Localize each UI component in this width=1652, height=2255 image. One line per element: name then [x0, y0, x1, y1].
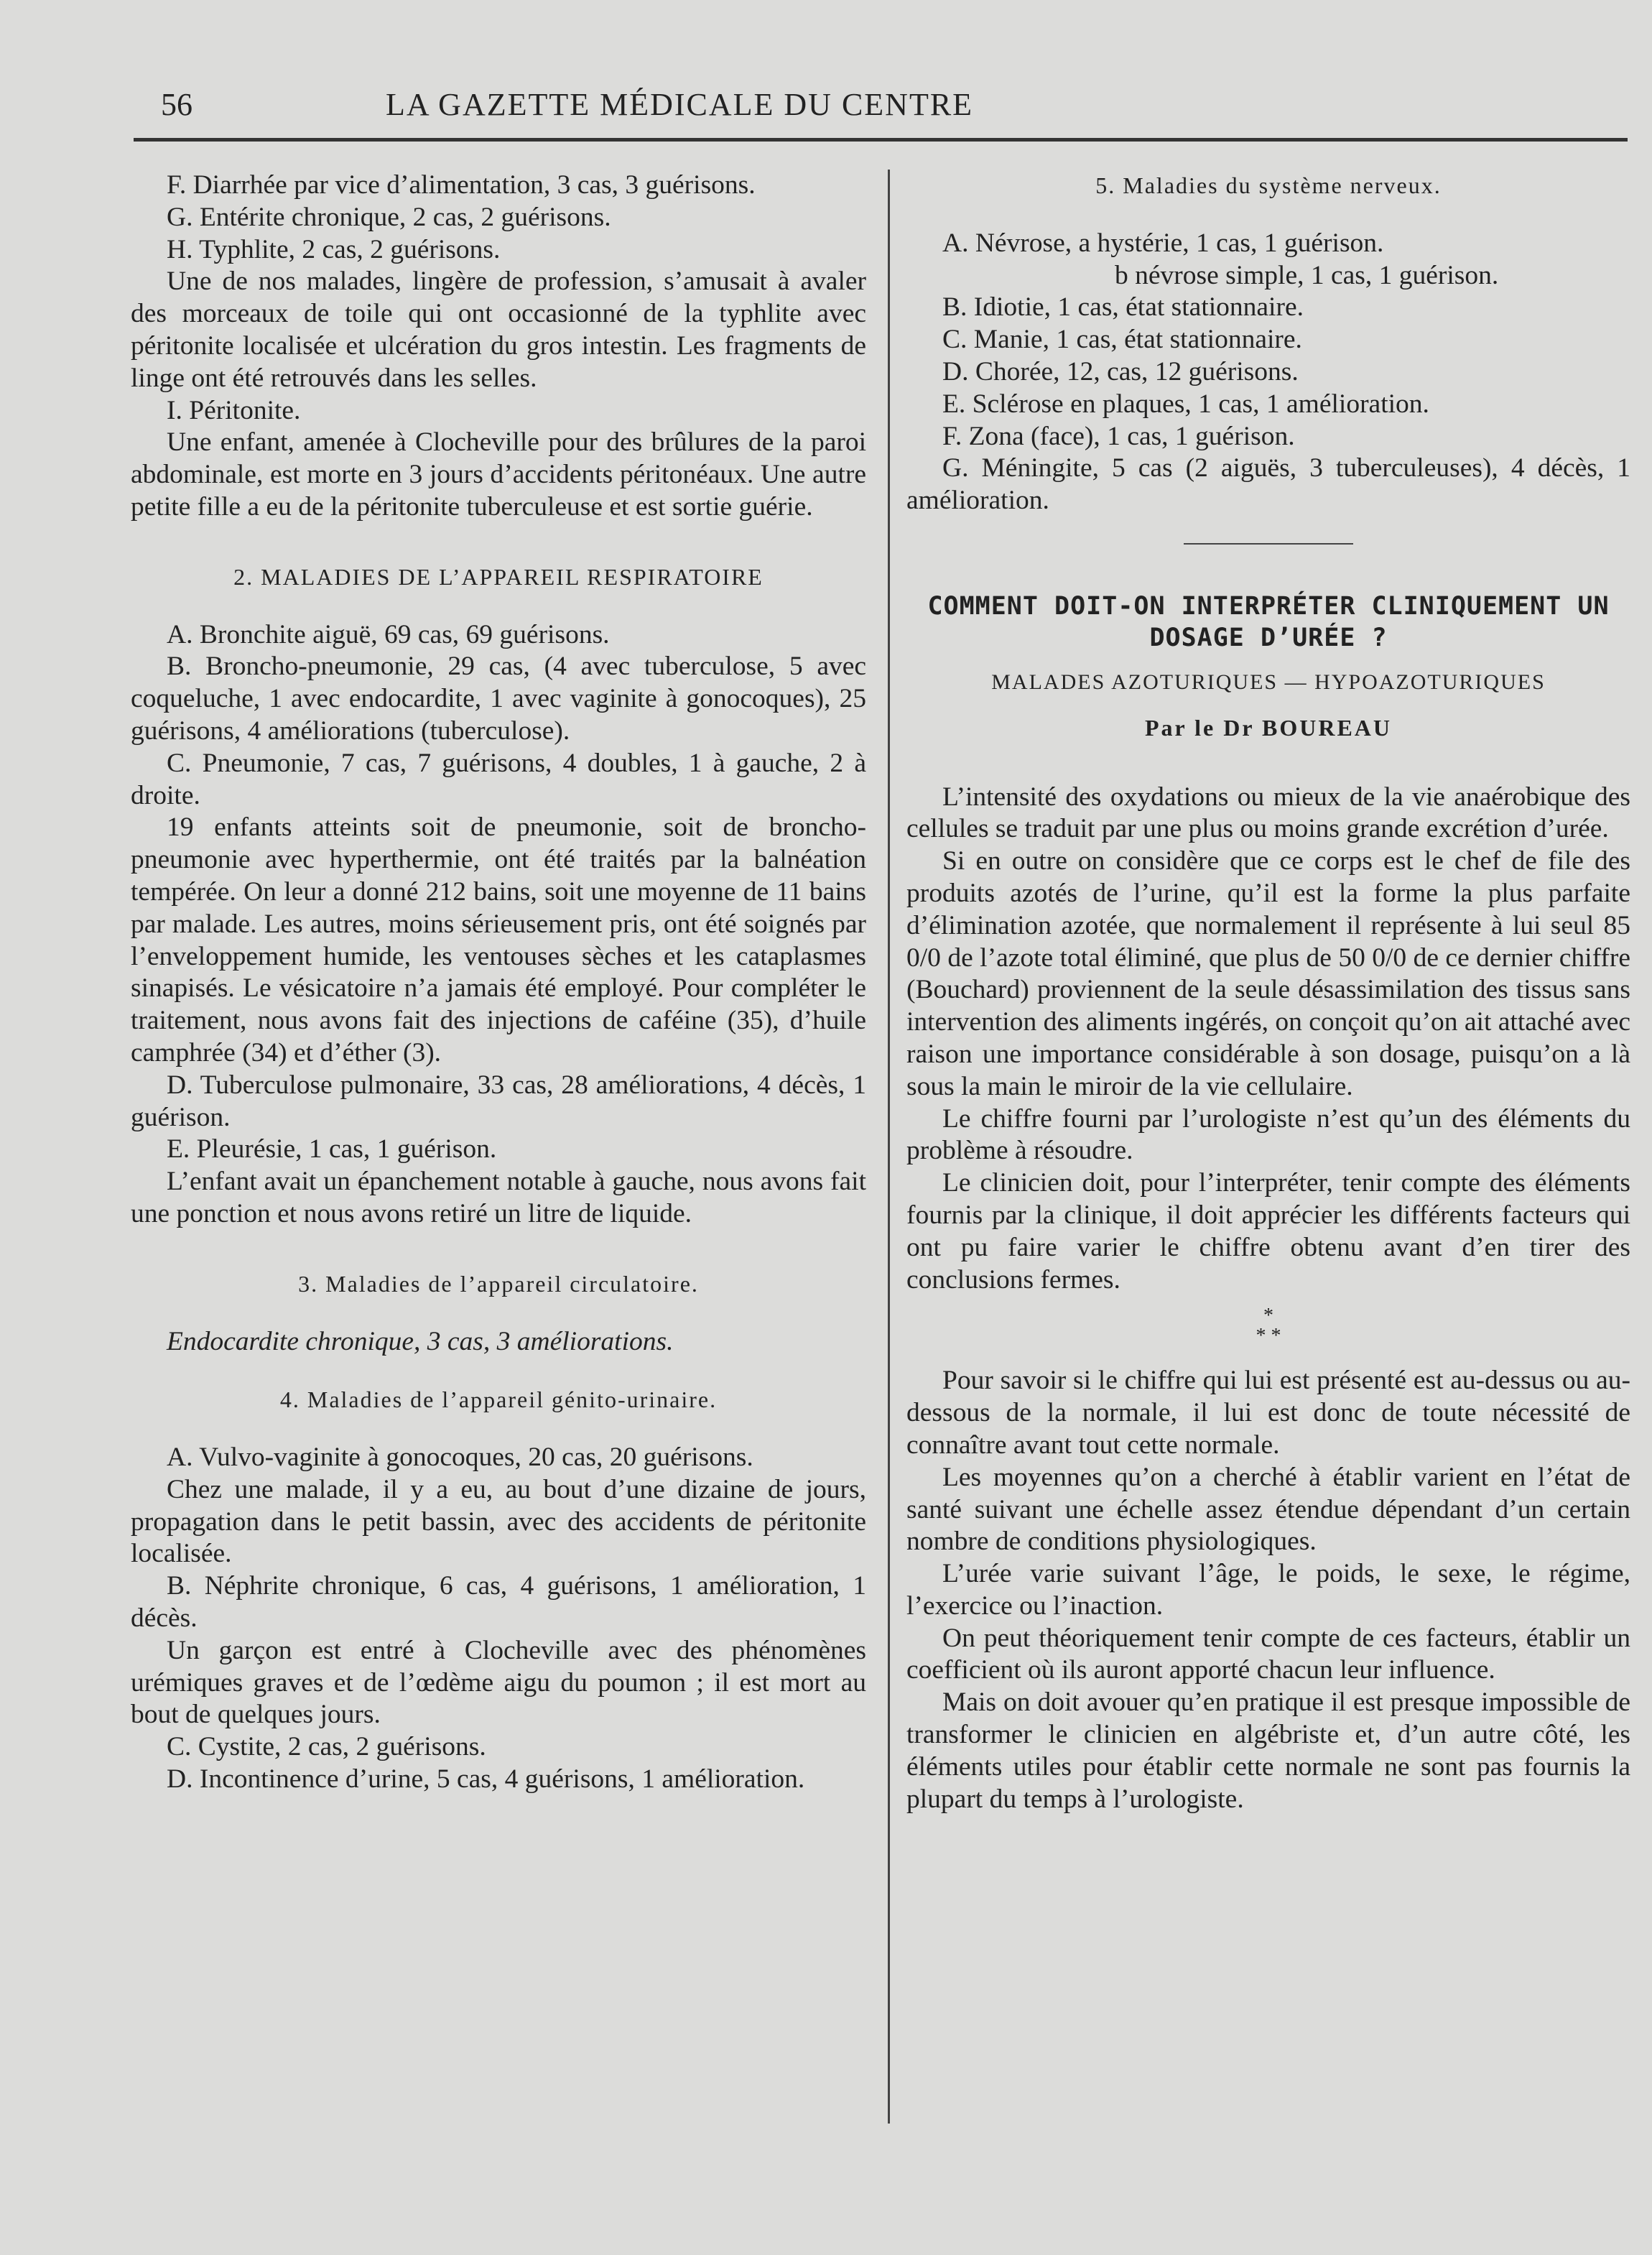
paragraph: Si en outre on considère que ce corps est le chef de file des produits azotés de l’urine, qu’il est la forme la plus parfaite d’élimination azotée, que normalement il représente à lui seul 85 0/0 de l’azote total éliminé, que plus de 50 0/0 de ce dernier chiffre (Bouchard) proviennent de la seule désassimilation des tissus sans intervention des aliments ingérés, on conçoit qu’on ait attaché avec raison une importance considérable à son dosage, puisqu’on a là sous la main le miroir de la vie cellulaire. — [906, 846, 1630, 1101]
paragraph: Les moyennes qu’on a cherché à établir varient en l’état de santé suivant une échelle assez étendue dépendant d’un certain nombre de conditions physiologiques. — [906, 1462, 1630, 1557]
paragraph: D. Incontinence d’urine, 5 cas, 4 guérisons, 1 amélioration. — [167, 1764, 805, 1795]
column-divider — [888, 170, 890, 2124]
paragraph: b névrose simple, 1 cas, 1 guérison. — [1115, 260, 1499, 290]
paragraph: C. Pneumonie, 7 cas, 7 guérisons, 4 doubles, 1 à gauche, 2 à droite. — [131, 748, 866, 810]
paragraph: Pour savoir si le chiffre qui lui est présenté est au-dessus ou au-dessous de la normale, il lui est donc de toute nécessité de connaître avant tout cette normale. — [906, 1366, 1630, 1460]
article-title: COMMENT DOIT-ON INTERPRÉTER CLINIQUEMENT UN DOSAGE D’URÉE ? — [927, 591, 1610, 652]
page-number: 56 — [161, 87, 192, 122]
paragraph: Chez une malade, il y a eu, au bout d’une dizaine de jours, propagation dans le petit bassin, avec des accidents de péritonite localisée. — [131, 1474, 866, 1569]
paragraph: F. Zona (face), 1 cas, 1 guérison. — [942, 421, 1295, 451]
paragraph: Le chiffre fourni par l’urologiste n’est qu’un des éléments du problème à résoudre. — [906, 1103, 1630, 1166]
article-author: Par le Dr BOUREAU — [1144, 714, 1392, 741]
paragraph: C. Cystite, 2 cas, 2 guérisons. — [167, 1732, 486, 1762]
section-heading: 2. MALADIES DE L’APPAREIL RESPIRATOIRE — [233, 563, 764, 590]
paragraph: C. Manie, 1 cas, état stationnaire. — [942, 325, 1302, 355]
paragraph: Le clinicien doit, pour l’interpréter, tenir compte des éléments fournis par la clinique, il doit apprécier les différents facteurs qui ont pu faire varier le chiffre obtenu avant d’en tirer des conclusions fermes. — [906, 1168, 1630, 1295]
paragraph: L’intensité des oxydations ou mieux de la vie anaérobique des cellules se traduit par une plus ou moins grande excrétion d’urée. — [906, 782, 1630, 844]
section-heading: 3. Maladies de l’appareil circulatoire. — [298, 1270, 699, 1297]
paragraph: Un garçon est entré à Clocheville avec des phénomènes urémiques graves et de l’œdème aigu du poumon ; il est mort au bout de quelques jours. — [131, 1635, 866, 1730]
paragraph: L’urée varie suivant l’âge, le poids, le sexe, le régime, l’exercice ou l’inaction. — [906, 1559, 1630, 1621]
article-subtitle: MALADES AZOTURIQUES — HYPOAZOTURIQUES — [991, 670, 1546, 694]
paragraph: Mais on doit avouer qu’en pratique il est presque impossible de transformer le clinicien en algébriste et, d’un autre côté, les éléments utiles pour établir cette normale ne sont pas fournis la plupart du temps à l’urologiste. — [906, 1687, 1630, 1814]
paragraph: 19 enfants atteints soit de pneumonie, soit de broncho-pneumonie avec hyperthermie, ont été traités par la balnéation tempérée. On leur a donné 212 bains, soit une moyenne de 11 bains par malade. Les autres, moins sérieusement pris, ont été soignés par l’enveloppement humide, les ventouses sèches et les cataplasmes sinapisés. Le vésicatoire n’a jamais été employé. Pour compléter le traitement, nous avons fait des injections de caféine (35), d’huile camphrée (34) et d’éther (3). — [131, 812, 866, 1068]
paragraph: G. Entérite chronique, 2 cas, 2 guérisons. — [167, 202, 611, 232]
paragraph: L’enfant avait un épanchement notable à gauche, nous avons fait une ponction et nous avons retiré un litre de liquide. — [131, 1167, 866, 1228]
section-heading: 5. Maladies du système nerveux. — [1095, 172, 1442, 198]
asterism: * * * — [1256, 1305, 1281, 1348]
paragraph: B. Idiotie, 1 cas, état stationnaire. — [942, 292, 1304, 323]
paragraph: H. Typhlite, 2 cas, 2 guérisons. — [167, 234, 501, 264]
journal-title: LA GAZETTE MÉDICALE DU CENTRE — [385, 87, 974, 122]
paragraph: I. Péritonite. — [167, 395, 301, 425]
paragraph: E. Pleurésie, 1 cas, 1 guérison. — [167, 1134, 497, 1164]
paragraph: F. Diarrhée par vice d’alimentation, 3 cas, 3 guérisons. — [167, 170, 756, 200]
paragraph: D. Tuberculose pulmonaire, 33 cas, 28 améliorations, 4 décès, 1 guérison. — [131, 1070, 866, 1132]
paragraph: On peut théoriquement tenir compte de ces facteurs, établir un coefficient où ils auront apporté chacun leur influence. — [906, 1623, 1630, 1685]
paragraph: D. Chorée, 12, cas, 12 guérisons. — [942, 356, 1299, 386]
paragraph: A. Bronchite aiguë, 69 cas, 69 guérisons. — [167, 619, 610, 649]
page-header — [134, 86, 1628, 129]
left-column — [131, 170, 866, 1796]
paragraph: Une enfant, amenée à Clocheville pour des brûlures de la paroi abdominale, est morte en 3 jours d’accidents péritonéaux. Une autre petite fille a eu de la péritonite tuberculeuse et est sortie guérie. — [131, 427, 866, 522]
paragraph: A. Vulvo-vaginite à gonocoques, 20 cas, 20 guérisons. — [167, 1443, 753, 1473]
paragraph: B. Broncho-pneumonie, 29 cas, (4 avec tuberculose, 5 avec coqueluche, 1 avec endocardite, 1 avec vaginite à gonocoques), 25 guérisons, 4 améliorations (tuberculose). — [131, 652, 866, 746]
paragraph: Endocardite chronique, 3 cas, 3 améliorations. — [167, 1326, 674, 1356]
section-heading: 4. Maladies de l’appareil génito-urinaire. — [279, 1386, 718, 1413]
paragraph: Une de nos malades, lingère de profession, s’amusait à avaler des morceaux de toile qui ont occasionné de la typhlite avec péritonite localisée et ulcération du gros intestin. Les fragments de linge ont été retrouvés dans les selles. — [131, 267, 866, 393]
paragraph: A. Névrose, a hystérie, 1 cas, 1 guérison. — [942, 228, 1384, 258]
paragraph: G. Méningite, 5 cas (2 aiguës, 3 tuberculeuses), 4 décès, 1 amélioration. — [906, 453, 1630, 516]
header-rule — [134, 138, 1628, 142]
paragraph: B. Néphrite chronique, 6 cas, 4 guérisons, 1 amélioration, 1 décès. — [131, 1571, 866, 1634]
paragraph: E. Sclérose en plaques, 1 cas, 1 amélioration. — [942, 389, 1429, 419]
right-column — [906, 170, 1630, 1815]
